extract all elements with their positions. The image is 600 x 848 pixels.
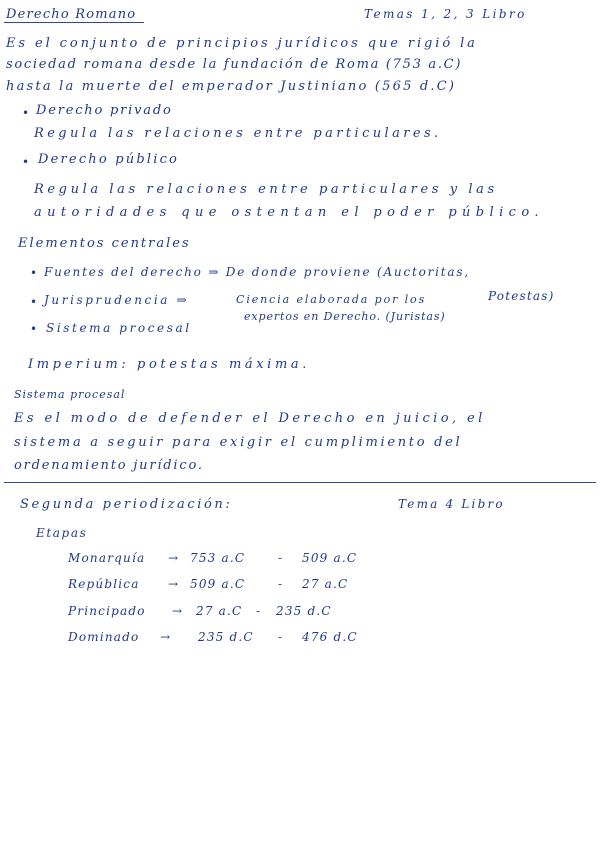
- sistema-procesal-line-3: ordenamiento jurídico.: [14, 458, 204, 473]
- imperium-line: Imperium: potestas máxima.: [28, 357, 310, 372]
- etapa-dash: -: [256, 604, 262, 618]
- etapa-name: Monarquía: [68, 551, 146, 565]
- etapa-start: 753 a.C: [190, 551, 246, 565]
- intro-line-1: Es el conjunto de principios jurídicos que rigió la: [6, 36, 478, 51]
- jurisprudencia-definition-1: Ciencia elaborada por los: [236, 293, 427, 306]
- section-divider: [4, 482, 596, 483]
- etapas-label: Etapas: [36, 526, 88, 540]
- topic-reference: Temas 1, 2, 3 Libro: [364, 7, 527, 21]
- sistema-procesal-line-2: sistema a seguir para exigir el cumplimiento del: [14, 435, 463, 450]
- arrow-icon: →: [160, 630, 171, 644]
- bullet-fuentes: •: [30, 266, 38, 280]
- fuentes-continued: Potestas): [488, 289, 555, 303]
- elementos-heading: Elementos centrales: [18, 236, 191, 251]
- jurisprudencia-definition-2: expertos en Derecho. (Juristas): [244, 310, 446, 323]
- arrow-icon: →: [168, 577, 179, 591]
- etapa-name: Principado: [68, 604, 146, 618]
- arrow-icon: →: [172, 604, 183, 618]
- etapa-end: 235 d.C: [276, 604, 332, 618]
- publico-line-2: autoridades que ostentan el poder público.: [34, 205, 544, 220]
- fuentes-line: Fuentes del derecho ⇒ De donde proviene (Auctoritas,: [44, 265, 470, 279]
- etapa-dash: -: [278, 630, 284, 644]
- sistema-procesal-line-1: Es el modo de defender el Derecho en juicio, el: [14, 411, 486, 426]
- jurisprudencia-label: Jurisprudencia ⇒: [44, 293, 190, 307]
- page-title: Derecho Romano: [6, 7, 137, 22]
- arrow-icon: →: [168, 551, 179, 565]
- etapa-name: Dominado: [68, 630, 140, 644]
- etapa-end: 27 a.C: [302, 577, 349, 591]
- sistema-procesal-item: Sistema procesal: [46, 321, 192, 335]
- etapa-end: 476 d.C: [302, 630, 358, 644]
- privado-text: Regula las relaciones entre particulares.: [34, 126, 442, 141]
- bullet-privado: •: [22, 106, 30, 120]
- sistema-procesal-heading: Sistema procesal: [14, 388, 126, 401]
- etapa-start: 509 a.C: [190, 577, 246, 591]
- etapa-dash: -: [278, 551, 284, 565]
- segunda-topic: Tema 4 Libro: [398, 497, 505, 511]
- bullet-publico: •: [22, 155, 30, 169]
- bullet-jurisprudencia: •: [30, 295, 38, 309]
- publico-heading: Derecho público: [38, 152, 180, 167]
- etapa-start: 235 d.C: [198, 630, 254, 644]
- etapa-name: República: [68, 577, 140, 591]
- etapa-dash: -: [278, 577, 284, 591]
- privado-heading: Derecho privado: [36, 103, 173, 118]
- intro-line-3: hasta la muerte del emperador Justiniano (565 d.C): [6, 79, 457, 94]
- etapa-start: 27 a.C: [196, 604, 243, 618]
- etapa-end: 509 a.C: [302, 551, 358, 565]
- bullet-sistema: •: [30, 322, 38, 336]
- publico-line-1: Regula las relaciones entre particulares y las: [34, 182, 498, 197]
- intro-line-2: sociedad romana desde la fundación de Roma (753 a.C): [6, 57, 463, 72]
- segunda-heading: Segunda periodización:: [20, 497, 233, 512]
